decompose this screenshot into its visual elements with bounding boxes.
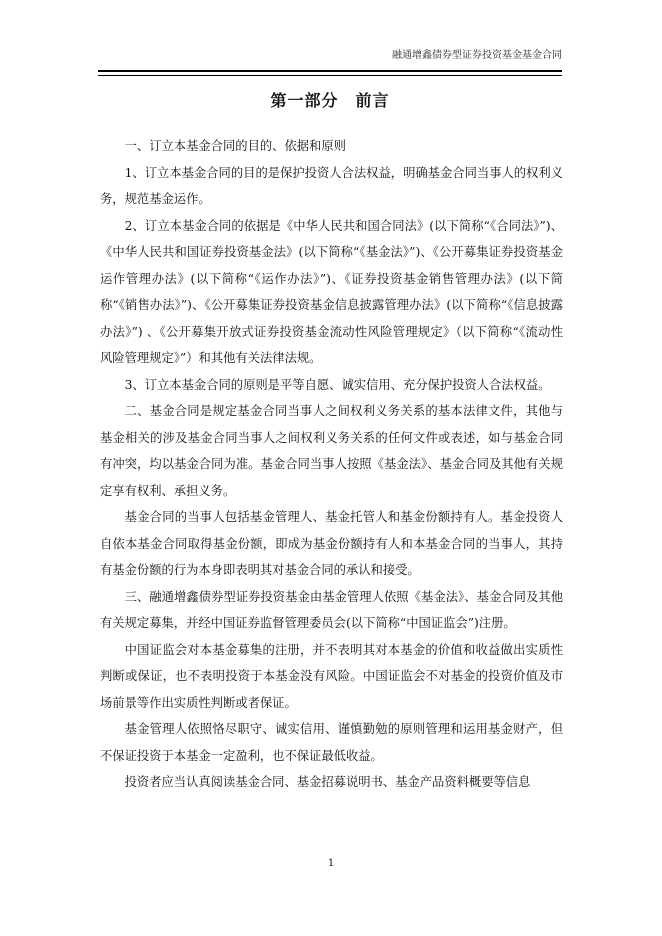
running-header: 融通增鑫债券型证券投资基金基金合同 [392,50,562,61]
header-rule-thin [98,75,562,76]
paragraph: 1、订立本基金合同的目的是保护投资人合法权益，明确基金合同当事人的权利义务，规范基金运作。 [100,165,563,206]
header-rule-thick [98,70,562,72]
paragraph: 3、订立本基金合同的原则是平等自愿、诚实信用、充分保护投资人合法权益。 [124,377,551,392]
paragraph: 一、订立本基金合同的目的、依据和原则 [124,139,346,153]
paragraph: 基金合同的当事人包括基金管理人、基金托管人和基金份额持有人。基金投资人自依本基金合同取得基金份额，即成为基金份额持有人和本基金合同的当事人，其持有基金份额的行为本身即表明其对基金合同的承认和接受。 [100,510,563,577]
paragraph: 基金管理人依照恪尽职守、诚实信用、谨慎勤勉的原则管理和运用基金财产，但不保证投资于本基金一定盈利，也不保证最低收益。 [100,722,563,763]
paragraph: 2、订立本基金合同的依据是《中华人民共和国合同法》(以下简称“《合同法》”)、《中华人民共和国证券投资基金法》(以下简称“《基金法》”)、《公开募集证券投资基金运作管理办法》(以下简称“《运作办法》”)、《证券投资基金销售管理办法》(以下简称“《销售办法》”)、《公开募集证券投资基金信息披露管理办法》(以下简称“《信息披露办法》”) 、《公开募集开放式证券投资基金流动性风险管理规定》（以下简称“《流动性风险管理规定》”）和其他有关法律法规。 [100,218,563,365]
paragraph: 二、基金合同是规定基金合同当事人之间权利义务关系的基本法律文件，其他与基金相关的涉及基金合同当事人之间权利义务关系的任何文件或表述，如与基金合同有冲突，均以基金合同为准。基金合同当事人按照《基金法》、基金合同及其他有关规定享有权利、承担义务。 [100,404,563,498]
document-body [100,133,563,796]
paragraph: 投资者应当认真阅读基金合同、基金招募说明书、基金产品资料概要等信息 [124,775,531,789]
paragraph: 三、融通增鑫债券型证券投资基金由基金管理人依照《基金法》、基金合同及其他有关规定募集，并经中国证券监督管理委员会(以下简称“中国证监会”)注册。 [100,589,563,630]
section-title: 第一部分 前言 [270,91,390,110]
paragraph: 中国证监会对本基金募集的注册，并不表明其对本基金的价值和收益做出实质性判断或保证，也不表明投资于本基金没有风险。中国证监会不对基金的投资价值及市场前景等作出实质性判断或者保证。 [100,642,563,710]
page-number: 1 [327,858,335,869]
